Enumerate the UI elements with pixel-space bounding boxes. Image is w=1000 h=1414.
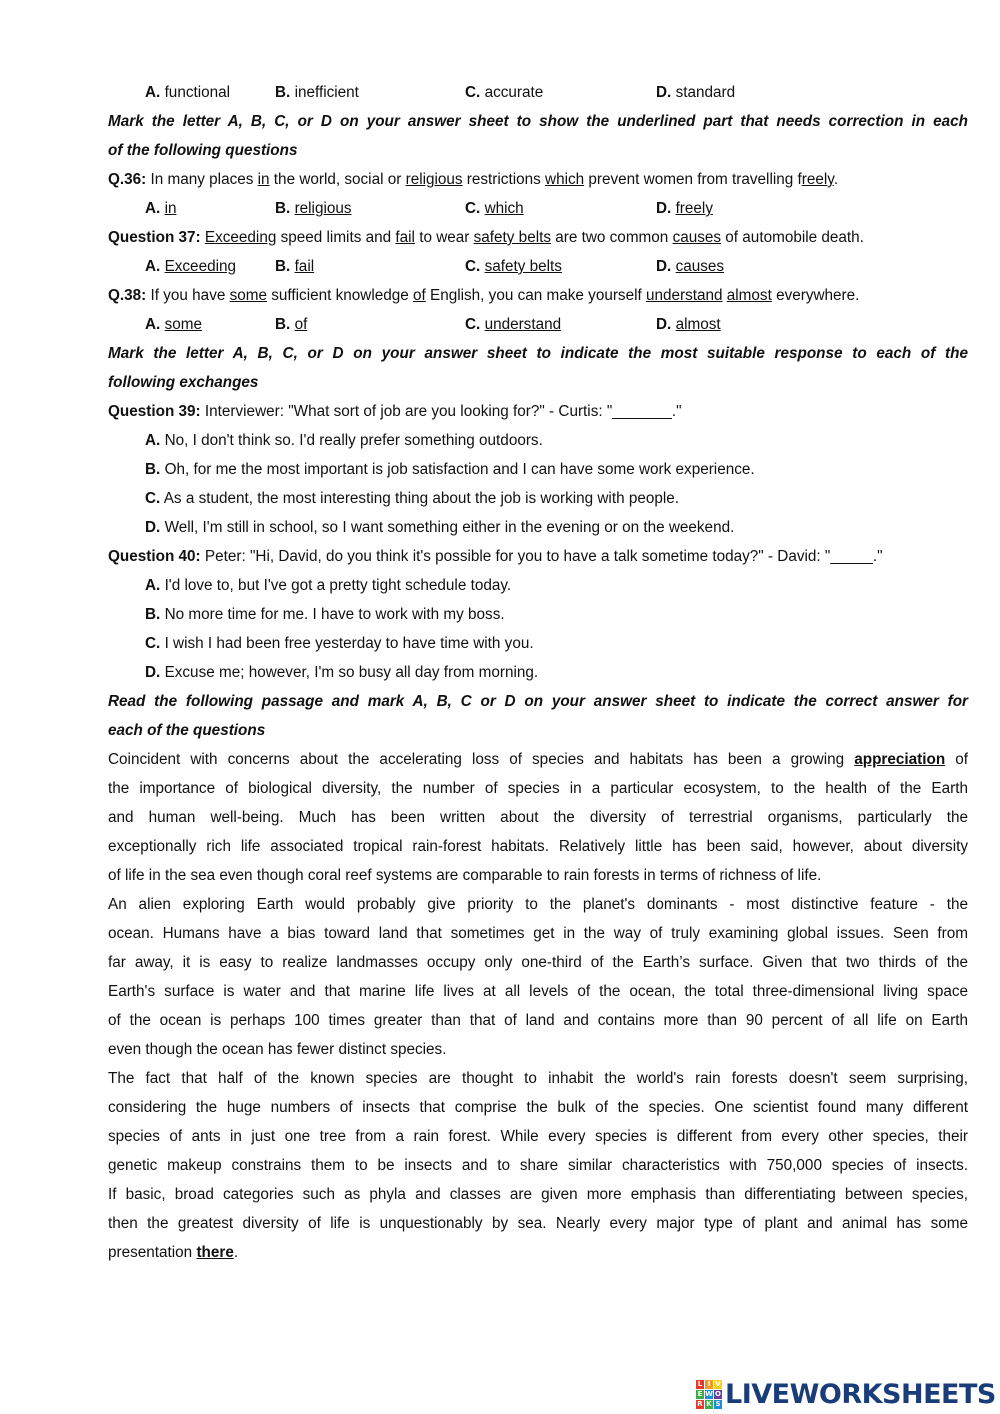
q36-option-a[interactable]: A. in xyxy=(145,200,177,217)
q38-option-c[interactable]: C. understand xyxy=(465,316,562,333)
instruction-exchanges-cont: following exchanges xyxy=(108,374,259,391)
passage-line: presentation there. xyxy=(108,1244,239,1261)
logo-text: LIVEWORKSHEETS xyxy=(725,1378,996,1410)
passage-line: then the greatest diversity of life is unquestionably by sea. Nearly every major type of plant and animal has some xyxy=(108,1215,968,1232)
q38-option-d[interactable]: D. almost xyxy=(656,316,721,333)
q40-option-d[interactable]: D. Excuse me; however, I'm so busy all day from morning. xyxy=(145,664,539,681)
q38-option-b[interactable]: B. of xyxy=(275,316,308,333)
passage-line: of the ocean is perhaps 100 times greater than that of land and contains more than 90 percent of all life on Earth xyxy=(108,1012,968,1029)
q37-options xyxy=(108,252,968,281)
q40-option-b[interactable]: B. No more time for me. I have to work with my boss. xyxy=(145,606,505,623)
passage-line: ocean. Humans have a bias toward land that sometimes get in the way of truly examining global issues. Seen from xyxy=(108,925,968,942)
question-36: Q.36: In many places in the world, social or religious restrictions which prevent women from travelling freely. xyxy=(108,171,839,188)
q36-option-c[interactable]: C. which xyxy=(465,200,524,217)
logo-blocks-icon xyxy=(696,1380,722,1409)
q35-options xyxy=(108,78,968,107)
highlighted-word-there: there xyxy=(196,1244,234,1261)
q36-option-d[interactable]: D. freely xyxy=(656,200,713,217)
logo-block: O xyxy=(715,1389,721,1398)
q40-option-c[interactable]: C. I wish I had been free yesterday to have time with you. xyxy=(145,635,534,652)
q35-option-b: B. inefficient xyxy=(275,84,359,101)
passage-line: The fact that half of the known species are thought to inhabit the world's rain forests doesn't seem surprising, xyxy=(108,1070,968,1087)
instruction-exchanges: Mark the letter A, B, C, or D on your answer sheet to indicate the most suitable response to each of the xyxy=(108,345,968,362)
logo-block: E xyxy=(697,1389,703,1398)
logo-block: V xyxy=(715,1379,721,1388)
passage-paragraph-2 xyxy=(108,890,968,1064)
passage-line: the importance of biological diversity, the number of species in a particular ecosystem, to the health of the Earth xyxy=(108,780,968,797)
passage-line: If basic, broad categories such as phyla and classes are given more emphasis than differentiating between species, xyxy=(108,1186,968,1203)
q35-option-d: D. standard xyxy=(656,84,736,101)
question-39: Question 39: Interviewer: "What sort of job are you looking for?" - Curtis: "_______." xyxy=(108,403,682,420)
q36-option-b[interactable]: B. religious xyxy=(275,200,352,217)
passage-line: Earth's surface is water and that marine life lives at all levels of the ocean, the total three-dimensional living space xyxy=(108,983,968,1000)
passage-paragraph-1 xyxy=(108,745,968,890)
passage-line: Coincident with concerns about the accelerating loss of species and habitats has been a growing appreciation of xyxy=(108,751,968,768)
q37-option-a[interactable]: A. Exceeding xyxy=(145,258,236,275)
q35-option-c: C. accurate xyxy=(465,84,544,101)
question-40: Question 40: Peter: "Hi, David, do you think it's possible for you to have a talk sometime today?" - David: "_____." xyxy=(108,548,883,565)
q36-options xyxy=(108,194,968,223)
passage-paragraph-3 xyxy=(108,1064,968,1267)
passage-line: and human well-being. Much has been written about the diversity of terrestrial organisms, particularly the xyxy=(108,809,968,826)
q39-option-d[interactable]: D. Well, I'm still in school, so I want something either in the evening or on the weekend. xyxy=(145,519,735,536)
passage-line: genetic makeup constrains them to be insects and to share similar characteristics with 750,000 species of insects. xyxy=(108,1157,968,1174)
q39-option-c[interactable]: C. As a student, the most interesting thing about the job is working with people. xyxy=(145,490,680,507)
q37-option-b[interactable]: B. fail xyxy=(275,258,315,275)
passage-line: of life in the sea even though coral reef systems are comparable to rain forests in terms of richness of life. xyxy=(108,867,822,884)
q40-option-a[interactable]: A. I'd love to, but I've got a pretty tight schedule today. xyxy=(145,577,512,594)
instruction-error-correction: Mark the letter A, B, C, or D on your answer sheet to show the underlined part that needs correction in each xyxy=(108,113,968,130)
liveworksheets-logo[interactable] xyxy=(696,1378,996,1410)
instruction-reading-cont: each of the questions xyxy=(108,722,266,739)
passage-line: far away, it is easy to realize landmasses occupy only one-third of the Earth’s surface. Given that two thirds of the xyxy=(108,954,968,971)
passage-line: species of ants in just one tree from a rain forest. While every species is different from every other species, their xyxy=(108,1128,968,1145)
q37-option-c[interactable]: C. safety belts xyxy=(465,258,562,275)
logo-block: R xyxy=(697,1399,703,1408)
passage-line: considering the huge numbers of insects that comprise the bulk of the species. One scientist found many different xyxy=(108,1099,968,1116)
instruction-error-correction-cont: of the following questions xyxy=(108,142,298,159)
worksheet-page xyxy=(108,78,968,1267)
passage-line: An alien exploring Earth would probably give priority to the planet's dominants - most distinctive feature - the xyxy=(108,896,968,913)
question-38: Q.38: If you have some sufficient knowledge of English, you can make yourself understand almost everywhere. xyxy=(108,287,860,304)
logo-block: L xyxy=(697,1379,703,1388)
logo-block: W xyxy=(705,1389,713,1398)
passage-line: even though the ocean has fewer distinct species. xyxy=(108,1041,447,1058)
logo-block: I xyxy=(705,1380,713,1389)
q38-option-a[interactable]: A. some xyxy=(145,316,202,333)
logo-block: K xyxy=(706,1399,712,1408)
q35-option-a: A. functional xyxy=(145,84,231,101)
logo-block: S xyxy=(715,1399,721,1408)
passage-line: exceptionally rich life associated tropical rain-forest habitats. Relatively little has been said, however, about diversity xyxy=(108,838,968,855)
q37-option-d[interactable]: D. causes xyxy=(656,258,725,275)
highlighted-word-appreciation: appreciation xyxy=(854,751,946,768)
q39-option-b[interactable]: B. Oh, for me the most important is job satisfaction and I can have some work experience. xyxy=(145,461,755,478)
q39-option-a[interactable]: A. No, I don't think so. I'd really prefer something outdoors. xyxy=(145,432,543,449)
question-37: Question 37: Exceeding speed limits and fail to wear safety belts are two common causes of automobile death. xyxy=(108,229,864,246)
q38-options xyxy=(108,310,968,339)
instruction-reading: Read the following passage and mark A, B, C or D on your answer sheet to indicate the correct answer for xyxy=(108,693,968,710)
